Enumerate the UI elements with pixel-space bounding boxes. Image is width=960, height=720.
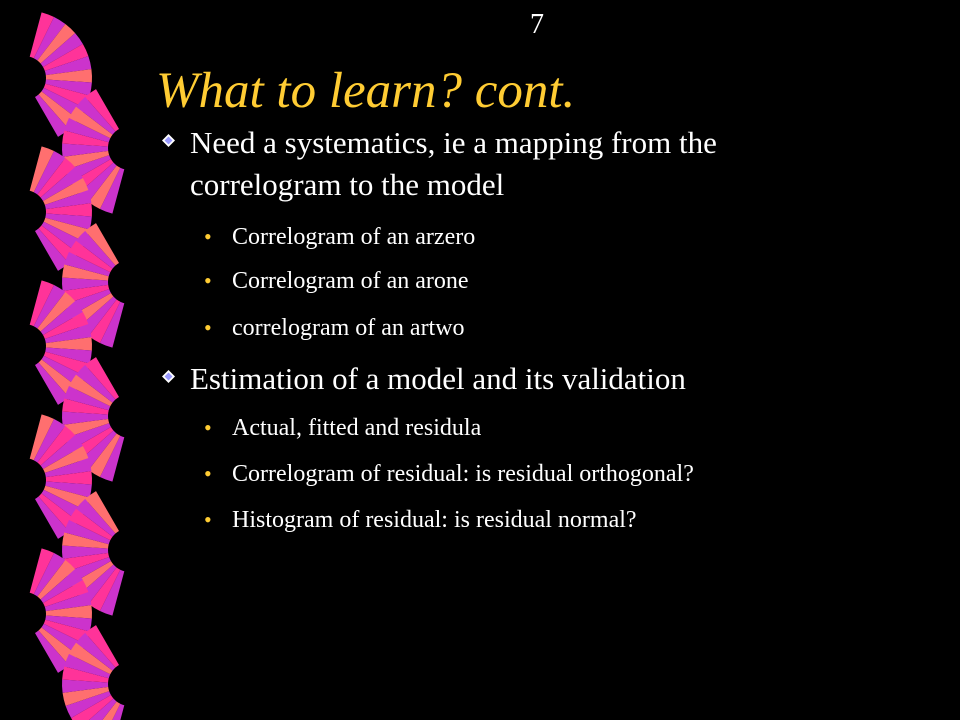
dot-bullet-icon: • [204, 415, 212, 440]
bullet-item [162, 122, 882, 212]
sub-bullet-text: Correlogram of an arone [232, 268, 469, 294]
page-number: 7 [530, 9, 544, 40]
slide-title: What to learn? cont. [156, 63, 576, 119]
sub-bullet-item [200, 456, 900, 492]
dot-bullet-icon: • [204, 315, 212, 340]
sub-bullet-text: Actual, fitted and residula [232, 415, 482, 441]
sub-bullet-item [200, 502, 900, 538]
dot-bullet-icon: • [204, 461, 212, 486]
diamond-bullet-icon [162, 134, 175, 147]
sub-bullet-item [200, 310, 900, 346]
dot-bullet-icon: • [204, 507, 212, 532]
sub-bullet-text: Correlogram of an arzero [232, 224, 476, 250]
sub-bullet-text: Histogram of residual: is residual normal? [232, 507, 637, 533]
bullet-text: Estimation of a model and its validation [190, 361, 686, 396]
sub-bullet-item [200, 219, 900, 255]
sub-bullet-item [200, 263, 900, 299]
dot-bullet-icon: • [204, 224, 212, 249]
dot-bullet-icon: • [204, 268, 212, 293]
sub-bullet-item [200, 410, 900, 446]
sub-bullet-text: correlogram of an artwo [232, 315, 465, 341]
bullet-text: Need a systematics, ie a mapping from the correlogram to the model [190, 125, 717, 202]
sub-bullet-text: Correlogram of residual: is residual orthogonal? [232, 461, 694, 487]
bullet-item [162, 358, 882, 402]
diamond-bullet-icon [162, 370, 175, 383]
